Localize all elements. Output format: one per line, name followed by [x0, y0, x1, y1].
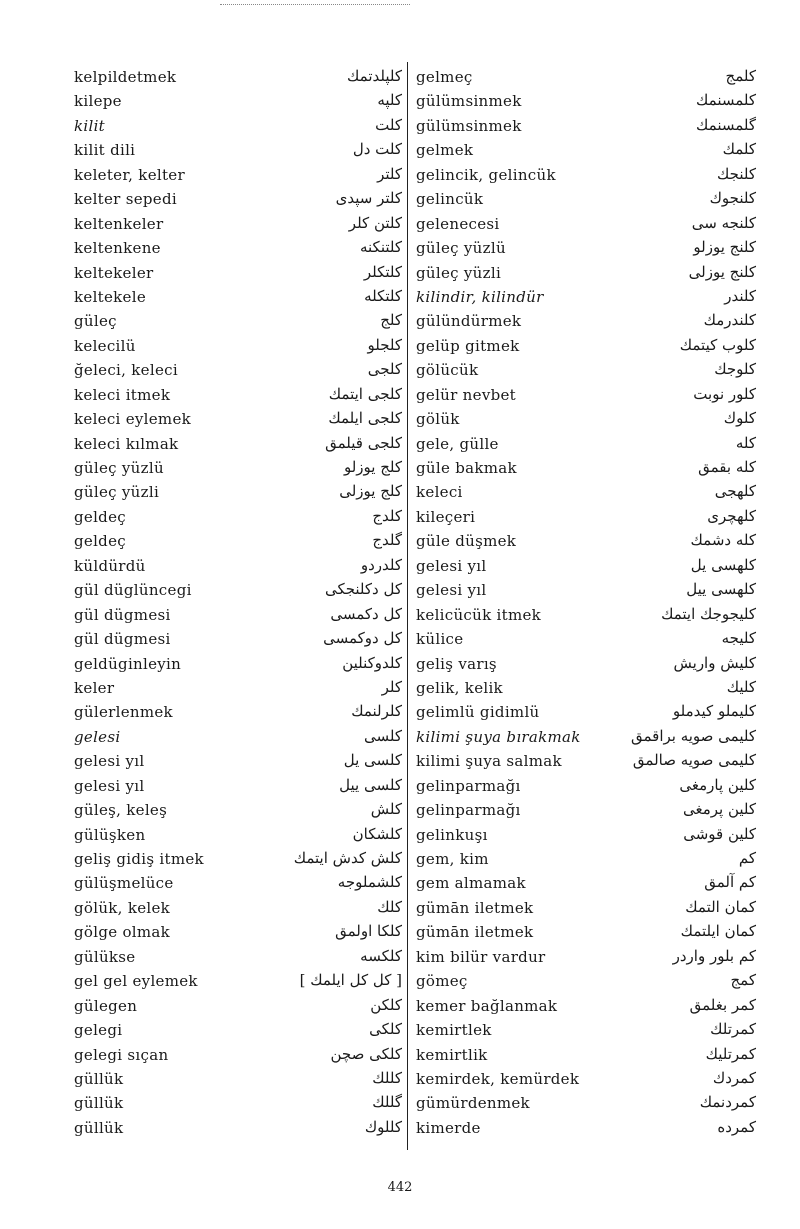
entry-arabic: کلت دل	[352, 140, 402, 159]
entry-arabic: کلین قوشی	[683, 824, 756, 843]
entry-arabic: کلرلنمك	[351, 702, 402, 721]
entry-latin: kimerde	[416, 1118, 481, 1137]
entry-latin: gelmek	[416, 141, 474, 160]
entry-arabic: کله دشمك	[690, 531, 756, 550]
entry-latin: geldeç	[74, 532, 126, 551]
entry-latin: güllük	[74, 1094, 124, 1113]
entry-arabic: کم آلمق	[704, 873, 756, 892]
dictionary-entry	[416, 653, 756, 677]
entry-arabic: کلت	[375, 115, 402, 134]
dictionary-entry	[416, 921, 756, 945]
dictionary-entry	[66, 628, 402, 652]
entry-arabic: کلکسه	[360, 946, 402, 965]
entry-latin: kilit dili	[74, 141, 136, 160]
entry-arabic: کلهچری	[707, 506, 756, 525]
entry-latin: güllük	[74, 1118, 124, 1137]
dictionary-entry	[66, 677, 402, 701]
dictionary-entry	[66, 701, 402, 725]
entry-latin: kilimi şuya salmak	[416, 752, 562, 771]
dictionary-entry	[416, 66, 756, 90]
dictionary-entry	[66, 995, 402, 1019]
entry-latin: külice	[416, 630, 464, 649]
entry-arabic: کلیملو کیدملو	[672, 702, 756, 721]
dictionary-entry	[416, 335, 756, 359]
dictionary-entry	[416, 1068, 756, 1092]
dictionary-entry	[66, 848, 402, 872]
dictionary-entry	[66, 213, 402, 237]
entry-arabic: کل دکمسی	[330, 604, 402, 623]
dictionary-entry	[416, 213, 756, 237]
dictionary-entry	[66, 481, 402, 505]
dictionary-entry	[416, 237, 756, 261]
dictionary-entry	[416, 188, 756, 212]
entry-latin: gelür nevbet	[416, 385, 516, 404]
dictionary-entry	[416, 555, 756, 579]
entry-latin: gelimlü gidimlü	[416, 703, 540, 722]
entry-latin: keleci eylemek	[74, 410, 192, 429]
dictionary-entry	[416, 1044, 756, 1068]
entry-arabic: کلجلو	[367, 335, 402, 354]
dictionary-entry	[66, 824, 402, 848]
dictionary-entry	[416, 848, 756, 872]
entry-arabic: کلمج	[725, 67, 756, 85]
entry-latin: keltekeler	[74, 263, 154, 282]
entry-arabic: کلمك	[722, 140, 756, 159]
dictionary-entry	[66, 90, 402, 114]
entry-arabic: کلکی صچن	[330, 1044, 402, 1063]
entry-arabic: کمردك	[712, 1068, 756, 1087]
entry-arabic: کلکا اولمق	[335, 922, 402, 941]
entry-latin: gelesi yıl	[416, 581, 487, 600]
entry-latin: gelüp gitmek	[416, 336, 520, 355]
dictionary-entry	[416, 995, 756, 1019]
entry-latin: güleş, keleş	[74, 801, 168, 820]
dictionary-entry	[66, 457, 402, 481]
entry-latin: gelesi	[74, 727, 121, 746]
entry-latin: güllük	[74, 1069, 124, 1088]
dictionary-entry	[66, 1117, 402, 1141]
entry-latin: gümān iletmek	[416, 923, 534, 942]
entry-arabic: کلکن	[370, 995, 402, 1014]
entry-latin: gelinparmağı	[416, 801, 521, 820]
dictionary-entry	[416, 164, 756, 188]
dictionary-entry	[416, 90, 756, 114]
dictionary-entry	[416, 946, 756, 970]
entry-latin: kelpildetmek	[74, 68, 177, 86]
entry-arabic: کلدردو	[360, 555, 402, 574]
dictionary-entry	[416, 310, 756, 334]
entry-latin: güle bakmak	[416, 459, 517, 477]
entry-arabic: کلهسی یل	[690, 555, 756, 574]
dictionary-entry	[416, 897, 756, 921]
entry-latin: gümān iletmek	[416, 898, 534, 917]
entry-latin: kemirtlek	[416, 1021, 492, 1040]
entry-latin: kelecilü	[74, 336, 136, 355]
entry-arabic: کمردنمك	[699, 1093, 756, 1112]
entry-latin: gelegi sıçan	[74, 1045, 169, 1064]
entry-arabic: کلتر سپدی	[335, 189, 402, 208]
dictionary-entry	[66, 970, 402, 994]
entry-arabic: کلدوکنلین	[342, 653, 402, 672]
dictionary-entry	[66, 604, 402, 628]
entry-arabic: گلدج	[372, 531, 402, 550]
entry-latin: kilimi şuya bırakmak	[416, 727, 581, 746]
dictionary-entry	[66, 872, 402, 896]
entry-latin: gelesi yıl	[74, 776, 145, 795]
dictionary-entry	[416, 506, 756, 530]
entry-latin: gelmeç	[416, 68, 473, 86]
entry-latin: gelinkuşı	[416, 825, 488, 844]
dictionary-entry	[66, 579, 402, 603]
entry-arabic: کلشملوجه	[337, 873, 402, 892]
dictionary-entry	[416, 530, 756, 554]
entry-arabic: کلوك	[723, 409, 756, 428]
entry-arabic: کلمسنمك	[696, 91, 756, 110]
entry-latin: keltenkene	[74, 239, 161, 258]
dictionary-entry	[66, 286, 402, 310]
dictionary-entry	[416, 115, 756, 139]
dictionary-entry	[66, 530, 402, 554]
dictionary-entry	[66, 1092, 402, 1116]
column-divider	[407, 62, 408, 1150]
entry-latin: keleci itmek	[74, 385, 171, 404]
dictionary-entry	[66, 359, 402, 383]
dictionary-entry	[416, 286, 756, 310]
entry-arabic: کمان التمك	[685, 897, 756, 916]
entry-arabic: کلکی	[369, 1020, 402, 1039]
dictionary-entry	[416, 433, 756, 457]
entry-arabic: کلك	[377, 897, 402, 916]
top-rule	[220, 4, 410, 5]
entry-latin: kilindir, kilindür	[416, 287, 544, 306]
dictionary-entry	[66, 188, 402, 212]
entry-latin: güleç yüzli	[416, 263, 502, 282]
entry-arabic: کلسی	[364, 726, 402, 745]
entry-arabic: کلش کدش ایتمك	[293, 849, 402, 867]
entry-latin: gömeç	[416, 972, 468, 991]
entry-arabic: کللوك	[364, 1117, 402, 1136]
dictionary-entry	[66, 237, 402, 261]
entry-latin: gülegen	[74, 996, 138, 1015]
entry-latin: kileçeri	[416, 507, 476, 526]
entry-arabic: کلجی ایتمك	[328, 384, 402, 403]
dictionary-entry	[416, 701, 756, 725]
entry-arabic: کلندرمك	[703, 311, 756, 330]
entry-arabic: کلیك	[726, 677, 756, 696]
entry-latin: keleci kılmak	[74, 434, 179, 453]
entry-arabic: کلیمی صویه صالمق	[632, 751, 756, 770]
dictionary-entry	[66, 897, 402, 921]
entry-arabic: کلش	[370, 800, 402, 819]
entry-latin: güleç yüzli	[74, 483, 160, 502]
entry-arabic: کلنجه سی	[691, 213, 756, 232]
dictionary-entry	[416, 359, 756, 383]
dictionary-entry	[66, 775, 402, 799]
entry-latin: keler	[74, 678, 115, 697]
dictionary-entry	[66, 335, 402, 359]
entry-latin: kilit	[74, 116, 106, 135]
dictionary-entry	[416, 970, 756, 994]
entry-latin: keltekele	[74, 287, 147, 306]
entry-latin: geliş gidiş itmek	[74, 850, 204, 868]
entry-latin: gelenecesi	[416, 214, 500, 233]
entry-latin: gölük	[416, 410, 460, 429]
entry-latin: gem almamak	[416, 874, 526, 893]
entry-latin: keleci	[416, 483, 463, 502]
entry-arabic: کلیجه	[721, 629, 756, 648]
entry-latin: kemer bağlanmak	[416, 996, 558, 1015]
dictionary-entry	[416, 799, 756, 823]
entry-latin: geliş varış	[416, 654, 497, 673]
entry-arabic: کلتکلر	[363, 262, 402, 281]
entry-arabic: کلج	[380, 311, 402, 330]
entry-latin: gelegi	[74, 1021, 123, 1040]
entry-latin: kim bilür vardur	[416, 947, 546, 966]
dictionary-entry	[416, 628, 756, 652]
dictionary-entry	[66, 139, 402, 163]
dictionary-entry	[66, 799, 402, 823]
dictionary-entry	[416, 262, 756, 286]
dictionary-entry	[66, 262, 402, 286]
entry-arabic: کلسی ییل	[339, 775, 402, 794]
entry-arabic: کلج یوزلو	[343, 458, 402, 476]
entry-arabic: کمر بغلمق	[689, 995, 756, 1014]
entry-latin: kelicücük itmek	[416, 605, 542, 624]
entry-arabic: گللك	[372, 1093, 402, 1112]
entry-arabic: کلیش واریش	[673, 653, 756, 672]
dictionary-entry	[416, 1117, 756, 1141]
entry-arabic: کلجی قیلمق	[325, 433, 402, 452]
entry-latin: keleter, kelter	[74, 165, 185, 184]
entry-arabic: کلپلدتمك	[347, 67, 402, 85]
entry-arabic: کله بقمق	[698, 458, 756, 476]
dictionary-entry	[66, 1044, 402, 1068]
entry-latin: güleç	[74, 312, 117, 331]
entry-arabic: کلیجوجك ایتمك	[661, 604, 756, 623]
dictionary-entry	[416, 775, 756, 799]
entry-arabic: کل دوکمسی	[323, 629, 402, 648]
dictionary-entry	[416, 408, 756, 432]
right-column	[416, 66, 756, 1141]
entry-latin: gelesi yıl	[74, 752, 145, 771]
entry-arabic: کمرتلیك	[705, 1044, 756, 1063]
entry-arabic: کلتکله	[364, 286, 402, 305]
entry-arabic: کلنجوك	[709, 189, 756, 208]
entry-arabic: کل دکلنجکی	[324, 580, 402, 599]
dictionary-entry	[416, 750, 756, 774]
entry-latin: küldürdü	[74, 556, 146, 575]
entry-latin: gem, kim	[416, 850, 489, 868]
entry-latin: gül düglüncegi	[74, 581, 192, 600]
entry-latin: güleç yüzlü	[416, 239, 506, 258]
entry-latin: ğeleci, keleci	[74, 361, 178, 380]
entry-latin: keltenkeler	[74, 214, 164, 233]
dictionary-entry	[416, 824, 756, 848]
entry-arabic: کللك	[372, 1068, 402, 1087]
entry-arabic: کم	[738, 849, 756, 867]
entry-arabic: کلین پرمغی	[682, 800, 756, 819]
entry-arabic: کله	[735, 433, 756, 452]
page-number: 442	[387, 1180, 413, 1195]
entry-latin: gelesi yıl	[416, 556, 487, 575]
dictionary-entry	[66, 750, 402, 774]
entry-arabic: کلر	[381, 677, 402, 696]
dictionary-entry	[66, 946, 402, 970]
dictionary-entry	[416, 384, 756, 408]
dictionary-entry	[66, 115, 402, 139]
dictionary-entry	[416, 579, 756, 603]
entry-latin: gül dügmesi	[74, 605, 171, 624]
entry-latin: güle düşmek	[416, 532, 517, 551]
entry-arabic: کلتن کلر	[348, 213, 402, 232]
entry-arabic: کلنج یوزلی	[688, 262, 756, 281]
entry-arabic: کلهسی ییل	[686, 580, 756, 599]
dictionary-entry	[66, 66, 402, 90]
entry-latin: güleç yüzlü	[74, 459, 164, 477]
dictionary-entry	[416, 139, 756, 163]
entry-arabic: کلدج	[372, 506, 402, 525]
dictionary-entry	[66, 310, 402, 334]
dictionary-entry	[66, 653, 402, 677]
entry-arabic: کلندر	[724, 286, 756, 305]
entry-latin: kelter sepedi	[74, 190, 177, 209]
entry-arabic: کلوجك	[714, 360, 756, 379]
entry-arabic: کمرتلك	[710, 1020, 756, 1039]
entry-latin: kemirdek, kemürdek	[416, 1069, 580, 1088]
entry-latin: gülüşmelüce	[74, 874, 174, 893]
entry-arabic: کلتنکنه	[359, 238, 402, 257]
dictionary-entry	[66, 164, 402, 188]
entry-arabic: کلشکان	[352, 824, 402, 843]
entry-latin: gülündürmek	[416, 312, 522, 331]
dictionary-entry	[416, 726, 756, 750]
entry-latin: gelincik, gelincük	[416, 165, 556, 184]
entry-arabic: کلپه	[377, 91, 402, 110]
entry-latin: gelincük	[416, 190, 484, 209]
entry-latin: gülüşken	[74, 825, 146, 844]
entry-arabic: کلوب کیتمك	[679, 335, 756, 354]
entry-latin: gele, gülle	[416, 434, 499, 453]
entry-arabic: کلسی یل	[343, 751, 402, 770]
dictionary-entry	[66, 408, 402, 432]
dictionary-entry	[416, 872, 756, 896]
entry-latin: kilepe	[74, 92, 122, 111]
dictionary-entry	[66, 921, 402, 945]
dictionary-entry	[416, 457, 756, 481]
dictionary-entry	[66, 506, 402, 530]
entry-arabic: کلهجی	[714, 482, 756, 501]
entry-latin: gölük, kelek	[74, 898, 171, 917]
entry-arabic: کلجی ایلمك	[328, 409, 402, 428]
entry-latin: gelinparmağı	[416, 776, 521, 795]
entry-latin: gül dügmesi	[74, 630, 171, 649]
entry-latin: geldeç	[74, 507, 126, 526]
entry-arabic: کلور نوبت	[693, 384, 756, 403]
entry-arabic: گلمسنمك	[696, 115, 756, 134]
entry-arabic: کلجی	[367, 360, 402, 379]
entry-latin: gölge olmak	[74, 923, 171, 942]
entry-latin: gölücük	[416, 361, 479, 380]
entry-arabic: کم بلور واردر	[672, 946, 756, 965]
entry-latin: gülümsinmek	[416, 92, 522, 111]
entry-arabic: کلنج یوزلو	[693, 238, 756, 257]
left-column	[66, 66, 402, 1141]
dictionary-entry	[66, 384, 402, 408]
entry-latin: gelik, kelik	[416, 678, 503, 697]
dictionary-entry	[416, 1092, 756, 1116]
dictionary-entry	[416, 1019, 756, 1043]
entry-arabic: [ کل کل ایلمك ]	[299, 971, 402, 990]
entry-latin: kemirtlik	[416, 1045, 488, 1064]
dictionary-entry	[66, 726, 402, 750]
entry-arabic: کلج یوزلی	[339, 482, 402, 501]
entry-arabic: کلین پارمغی	[679, 775, 756, 794]
entry-latin: gülümsinmek	[416, 116, 522, 135]
dictionary-entry	[416, 604, 756, 628]
dictionary-entry	[66, 1019, 402, 1043]
entry-arabic: کمرده	[717, 1117, 756, 1136]
entry-latin: gülerlenmek	[74, 703, 173, 722]
entry-arabic: کلیمی صویه براقمق	[630, 726, 756, 745]
entry-latin: gümürdenmek	[416, 1094, 530, 1113]
dictionary-entry	[416, 677, 756, 701]
dictionary-entry	[66, 555, 402, 579]
entry-arabic: کمان ایلتمك	[680, 922, 756, 941]
dictionary-entry	[416, 481, 756, 505]
entry-latin: gel gel eylemek	[74, 972, 198, 991]
entry-arabic: کلتر	[377, 164, 402, 183]
entry-latin: gülükse	[74, 947, 136, 966]
entry-latin: geldüginleyin	[74, 654, 182, 673]
dictionary-entry	[66, 433, 402, 457]
entry-arabic: کلنجك	[717, 164, 756, 183]
entry-arabic: کمج	[730, 971, 756, 990]
dictionary-entry	[66, 1068, 402, 1092]
